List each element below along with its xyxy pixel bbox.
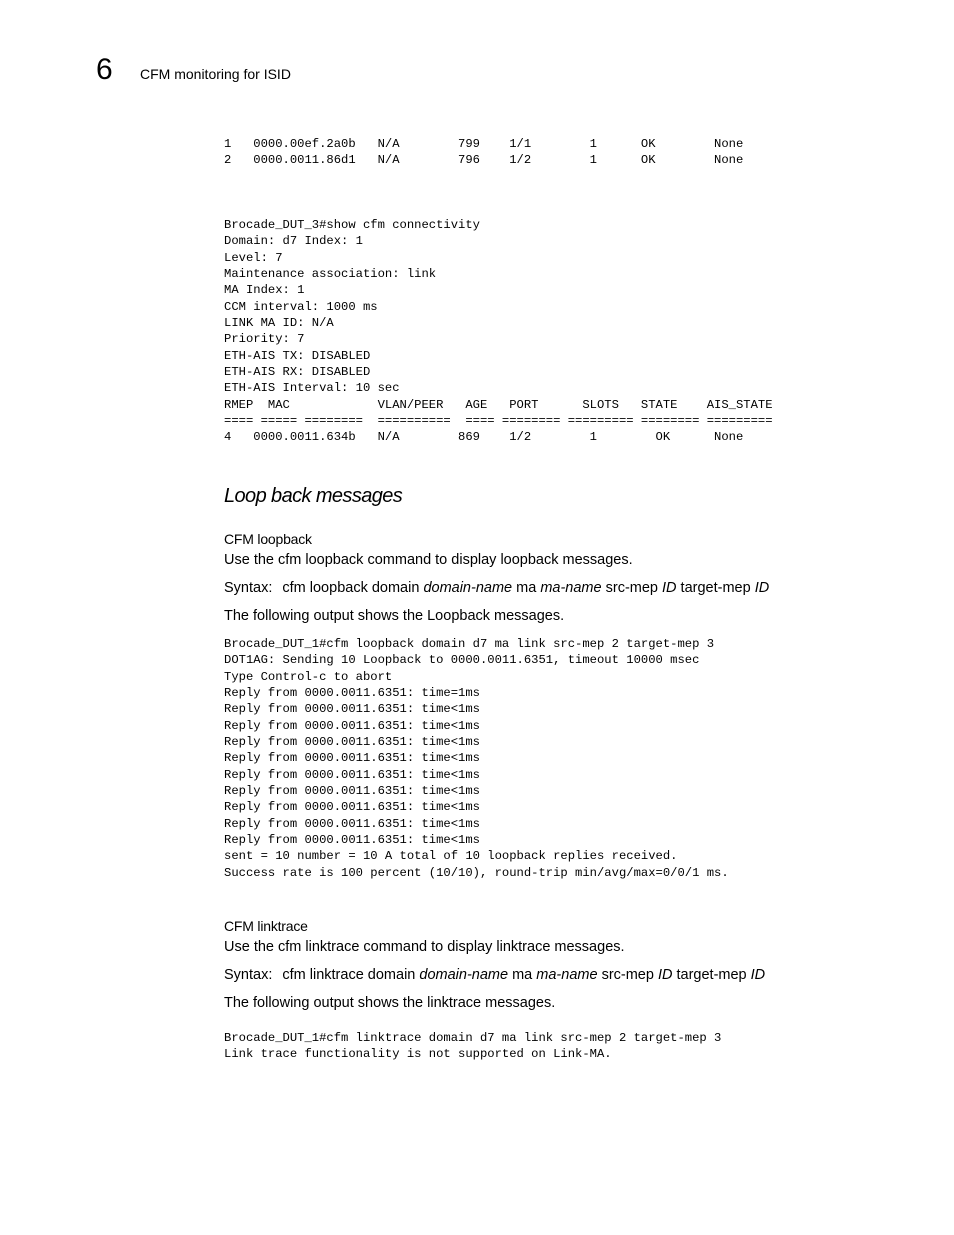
syntax-arg-domain: domain-name (419, 967, 509, 983)
syntax-kw-src-mep: src-mep (601, 967, 654, 983)
desc-text-post: command to display loopback messages. (363, 552, 633, 568)
syntax-kw-ma: ma (516, 580, 537, 596)
desc-text-pre: Use the (224, 939, 278, 955)
syntax-kw-target-mep: target-mep (680, 580, 751, 596)
syntax-label: Syntax: (224, 967, 273, 983)
desc-text-post: command to display linktrace messages. (359, 939, 625, 955)
loopback-description (224, 551, 633, 569)
mep-table-continuation (224, 136, 743, 169)
loopback-output (224, 636, 729, 881)
section-title-loop-back-messages: Loop back messages (224, 485, 403, 507)
subheading-cfm-loopback: CFM loopback (224, 531, 312, 547)
syntax-arg-src-id: ID (657, 967, 673, 983)
loopback-syntax (224, 579, 769, 597)
linktrace-description (224, 938, 625, 956)
syntax-arg-domain: domain-name (423, 580, 513, 596)
loopback-output-intro: The following output shows the Loopback messages. (224, 608, 565, 624)
syntax-command: cfm linktrace domain (282, 967, 416, 983)
desc-command: cfm linktrace (278, 939, 360, 955)
linktrace-syntax (224, 966, 765, 984)
syntax-arg-ma: ma-name (540, 580, 602, 596)
syntax-kw-ma: ma (512, 967, 533, 983)
linktrace-output (224, 1030, 721, 1063)
linktrace-output-intro: The following output shows the linktrace messages. (224, 995, 556, 1011)
code-block-show-cfm-connectivity: Brocade_DUT_3#show cfm connectivity Domain: d7 Index: 1 Level: 7 Maintenance association: link MA Index: 1 CCM interval: 1000 ms LINK MA ID: N/A Priority: 7 ETH-AIS TX: DISABLED ETH-AIS RX: DISABLED ETH-AIS Interval: 10 sec RMEP MAC VLAN/PEER AGE PORT SLOTS STATE AIS_STATE ==== ===== ======== ========== ==== ======== ========= ======== ========= 4 0000.0011.634b N/A 869 1/2 1 OK None (224, 218, 773, 445)
syntax-command: cfm loopback domain (282, 580, 420, 596)
code-block-cfm-loopback: Brocade_DUT_1#cfm loopback domain d7 ma link src-mep 2 target-mep 3 DOT1AG: Sending 10 Loopback to 0000.0011.6351, timeout 10000 msec Type Control-c to abort Reply from 0000.0011.6351: time=1ms Reply from 0000.0011.6351: time<1ms Reply from 0000.0011.6351: time<1ms Reply from 0000.0011.6351: time<1ms Reply from 0000.0011.6351: time<1ms Reply from 0000.0011.6351: time<1ms Reply from 0000.0011.6351: time<1ms Reply from 0000.0011.6351: time<1ms Reply from 0000.0011.6351: time<1ms Reply from 0000.0011.6351: time<1ms sent = 10 number = 10 A total of 10 loopback replies received. Success rate is 100 percent (10/10), round-trip min/avg/max=0/0/1 ms. (224, 637, 729, 880)
syntax-label: Syntax: (224, 580, 273, 596)
syntax-arg-ma: ma-name (536, 967, 598, 983)
syntax-kw-src-mep: src-mep (605, 580, 658, 596)
desc-command: cfm loopback (278, 552, 364, 568)
chapter-number: 6 (96, 53, 113, 86)
syntax-arg-target-id: ID (750, 967, 766, 983)
connectivity-output (224, 217, 773, 446)
code-block-cfm-linktrace: Brocade_DUT_1#cfm linktrace domain d7 ma link src-mep 2 target-mep 3 Link trace functionality is not supported on Link-MA. (224, 1031, 722, 1062)
syntax-arg-target-id: ID (754, 580, 770, 596)
code-block-mep-rows: 1 0000.00ef.2a0b N/A 799 1/1 1 OK None 2 0000.0011.86d1 N/A 796 1/2 1 OK None (224, 137, 744, 168)
syntax-arg-src-id: ID (662, 580, 677, 596)
desc-text-pre: Use the (224, 552, 278, 568)
syntax-kw-target-mep: target-mep (676, 967, 747, 983)
subheading-cfm-linktrace: CFM linktrace (224, 918, 308, 934)
running-header-title: CFM monitoring for ISID (140, 66, 291, 82)
